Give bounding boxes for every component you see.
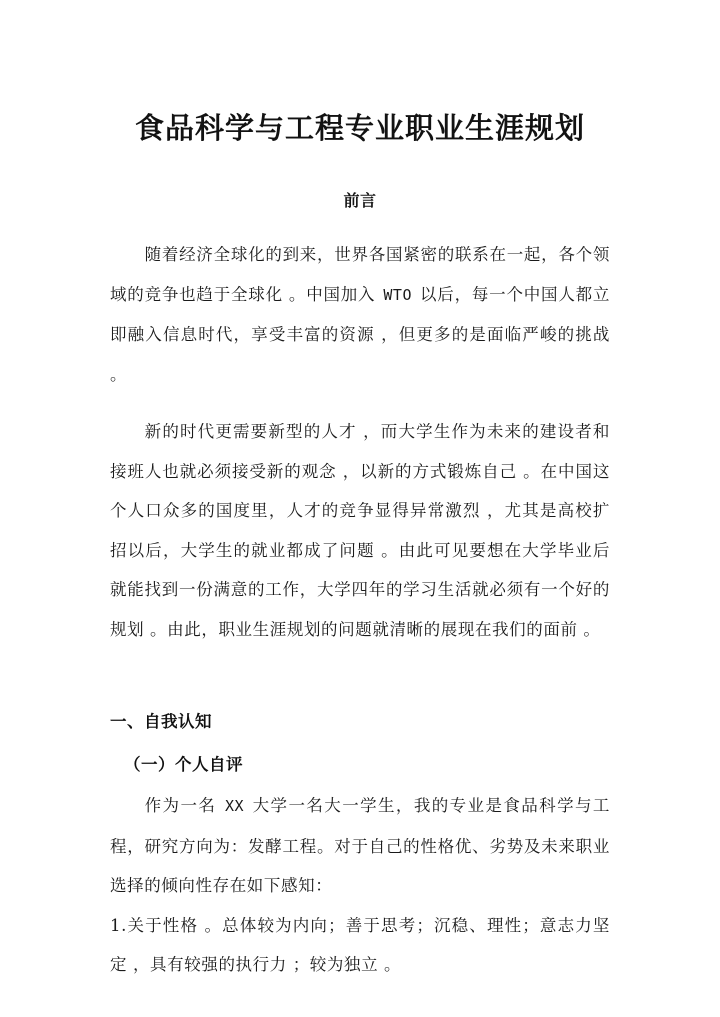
subsection-heading-personal-self-evaluation: （一）个人自评 <box>124 755 243 774</box>
preface-paragraph-1: 随着经济全球化的到来，世界各国紧密的联系在一起，各个领域的竞争也趋于全球化 。中国加入 WTO 以后，每一个中国人都立即融入信息时代，享受丰富的资源 ，但更多的是面临严峻的挑战 。 <box>110 245 610 384</box>
latin-run: XX <box>224 797 244 815</box>
self-evaluation-list-item-1: 1.关于性格 。总体较为内向；善于思考；沉稳、理性；意志力坚定 ，具有较强的执行力 ；较为独立 。 <box>110 915 610 974</box>
document-content-column <box>110 0 610 985</box>
self-evaluation-paragraph-1: 作为一名 XX 大学一名大一学生，我的专业是食品科学与工程，研究方向为：发酵工程。对于自己的性格优、劣势及未来职业选择的倾向性存在如下感知： <box>110 796 610 895</box>
preface-heading: 前言 <box>343 191 377 210</box>
preface-paragraph-2: 新的时代更需要新型的人才 ，而大学生作为未来的建设者和接班人也就必须接受新的观念 ，以新的方式锻炼自己 。在中国这个人口众多的国度里，人才的竞争显得异常激烈 ，尤其是高校扩招以后，大学生的就业都成了问题 。由此可见要想在大学毕业后就能找到一份满意的工作，大学四年的学习生活就必须有一个好的规划 。由此，职业生涯规划的问题就清晰的展现在我们的面前 。 <box>110 422 610 639</box>
page-title: 食品科学与工程专业职业生涯规划 <box>134 111 585 145</box>
latin-run: WTO <box>383 285 412 304</box>
section-heading-self-cognition: 一、自我认知 <box>110 712 212 731</box>
